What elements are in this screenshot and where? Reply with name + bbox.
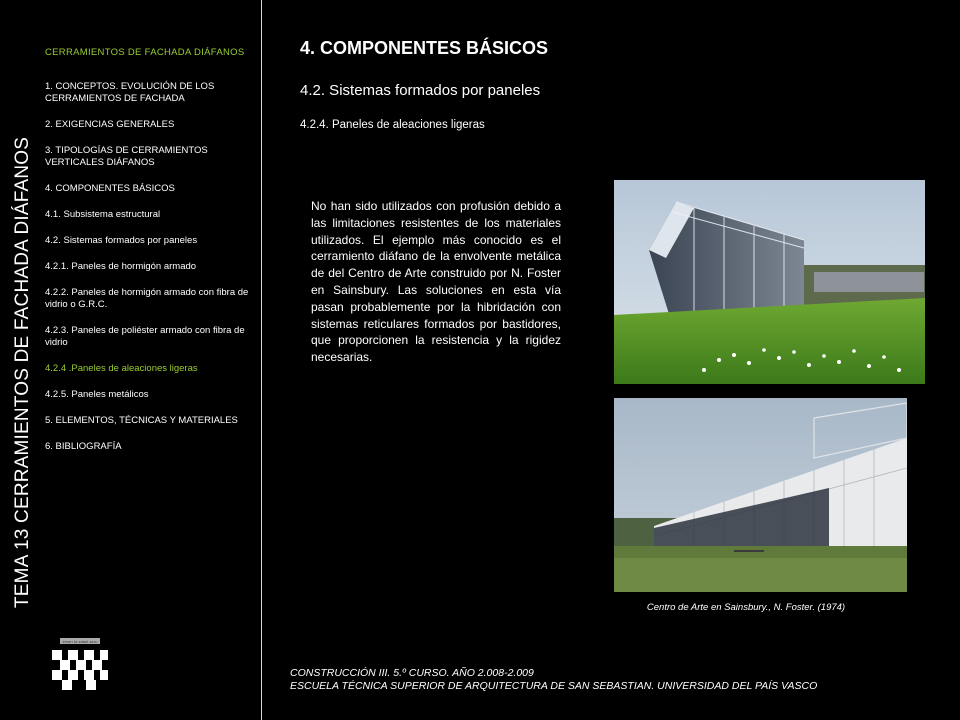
svg-text:eman ta zabal zazu: eman ta zabal zazu [62, 640, 98, 644]
footer-school: ESCUELA TÉCNICA SUPERIOR DE ARQUITECTURA DE SAN SEBASTIAN. UNIVERSIDAD DEL PAÍS VASCO [290, 680, 818, 692]
nav-item-exigencias[interactable]: 2. EXIGENCIAS GENERALES [45, 119, 175, 130]
body-paragraph: No han sido utilizados con profusión debido a las limitaciones resistentes de los materiales utilizados. El ejemplo más conocido es el cerramiento diáfano de la envolvente metálica de del Centro de Arte construido por N. Foster en Sainsbury. Las soluciones en esta vía pasan probablemente por la hibridación con sistemas reticulares formados por bastidores, que proporcionen la resistencia y la rigidez necesarias. [311, 199, 561, 365]
nav-item-paneles[interactable]: 4.2. Sistemas formados por paneles [45, 235, 198, 246]
nav-heading: CERRAMIENTOS DE FACHADA DIÁFANOS [45, 47, 245, 58]
nav-item-tipologias[interactable]: 3. TIPOLOGÍAS DE CERRAMIENTOS VERTICALES DIÁFANOS [45, 145, 208, 168]
university-logo-icon [48, 636, 110, 692]
nav-item-elementos[interactable]: 5. ELEMENTOS, TÉCNICAS Y MATERIALES [45, 415, 238, 426]
building-photo-side [614, 398, 907, 592]
nav-item-bibliografia[interactable]: 6. BIBLIOGRAFÍA [45, 441, 122, 452]
page-title: 4. COMPONENTES BÁSICOS [300, 38, 549, 58]
nav-item-poliester[interactable]: 4.2.3. Paneles de poliéster armado con fibra de vidrio [45, 325, 245, 348]
building-photo-exterior [614, 180, 925, 384]
nav-item-grc[interactable]: 4.2.2. Paneles de hormigón armado con fibra de vidrio o G.R.C. [45, 287, 249, 310]
nav-item-hormigon[interactable]: 4.2.1. Paneles de hormigón armado [45, 261, 197, 272]
nav-item-conceptos[interactable]: 1. CONCEPTOS. EVOLUCIÓN DE LOS CERRAMIENTOS DE FACHADA [45, 81, 215, 104]
section-heading: 4.2.4. Paneles de aleaciones ligeras [300, 119, 485, 131]
page-subtitle: 4.2. Sistemas formados por paneles [300, 82, 541, 99]
nav-item-componentes[interactable]: 4. COMPONENTES BÁSICOS [45, 183, 175, 194]
vertical-chapter-title: TEMA 13 CERRAMIENTOS DE FACHADA DIÁFANOS [12, 136, 33, 608]
nav-item-subsistema[interactable]: 4.1. Subsistema estructural [45, 209, 161, 220]
footer-course: CONSTRUCCIÓN III. 5.º CURSO. AÑO 2.008-2.009 [290, 667, 534, 679]
university-logo [48, 636, 110, 692]
nav-item-metalicos[interactable]: 4.2.5. Paneles metálicos [45, 389, 149, 400]
nav-item-aleaciones-active[interactable]: 4.2.4 .Paneles de aleaciones ligeras [45, 363, 198, 374]
photo-caption: Centro de Arte en Sainsbury., N. Foster. (1974) [646, 602, 846, 613]
sidebar-nav [45, 47, 263, 467]
footer [290, 667, 817, 693]
